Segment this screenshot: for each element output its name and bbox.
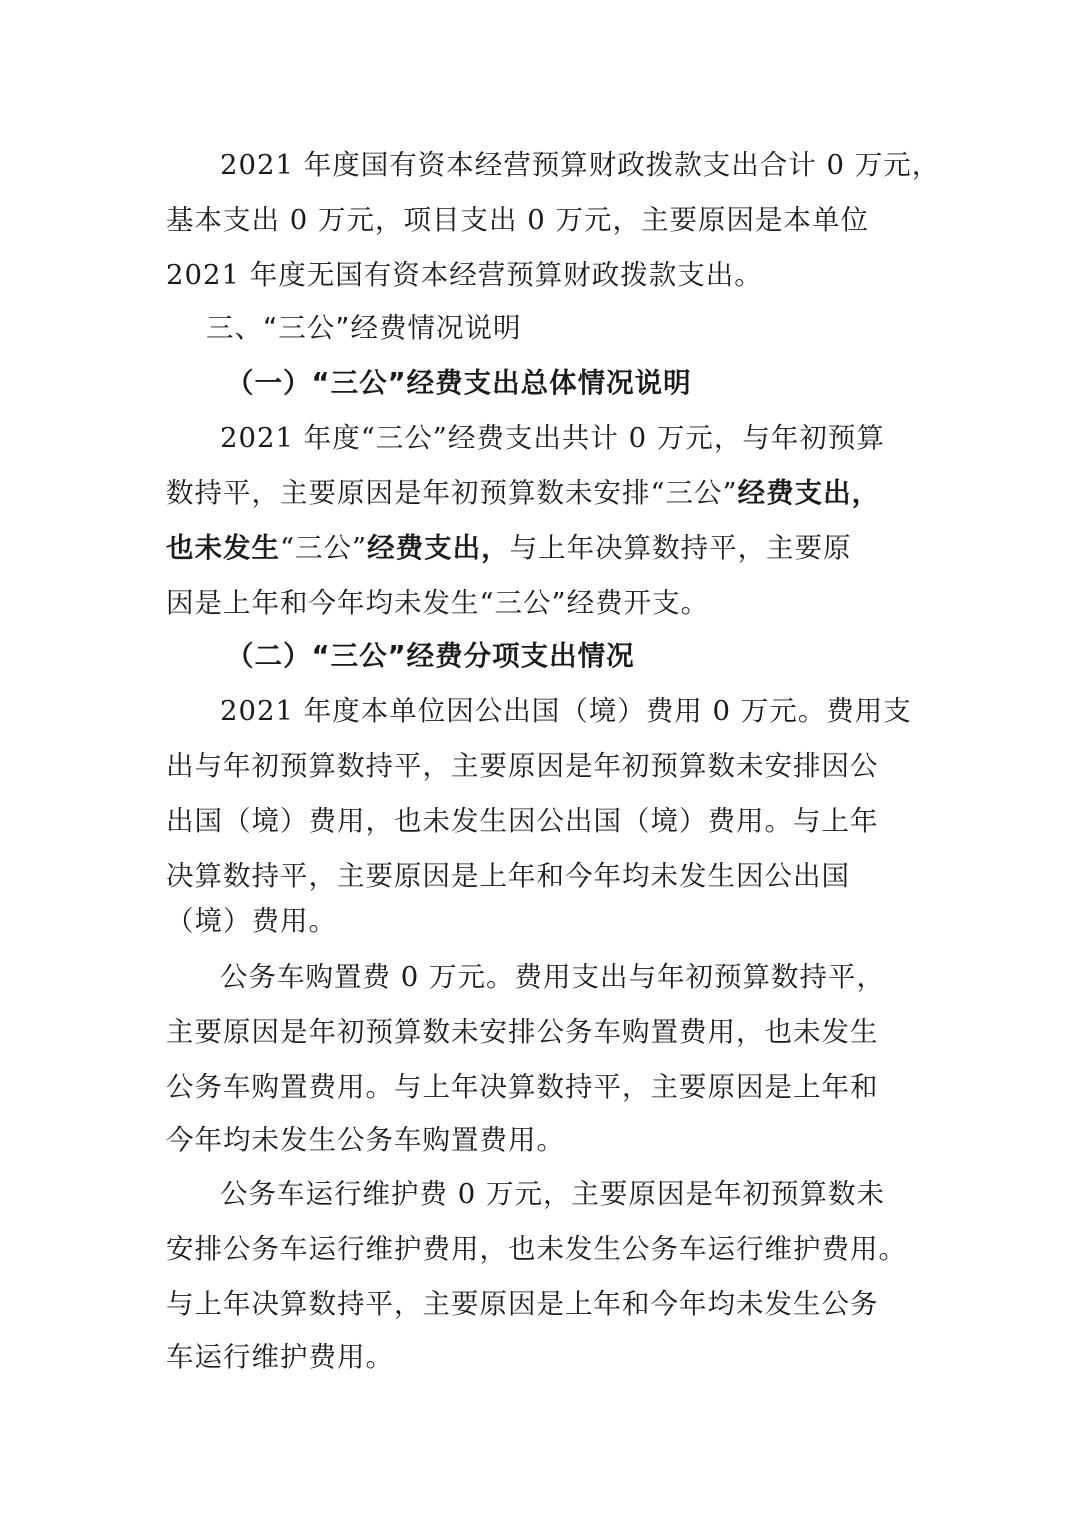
paragraph-line: 2021 年度本单位因公出国（境）费用 0 万元。费用支	[220, 695, 912, 727]
paragraph-line: 主要原因是年初预算数未安排公务车购置费用，也未发生	[166, 1016, 879, 1048]
paragraph-line	[166, 528, 852, 568]
subsection-heading: （一）“三公”经费支出总体情况说明	[226, 367, 692, 399]
bold-text-run: 经费支出，	[737, 477, 881, 509]
paragraph-line: 公务车运行维护费 0 万元，主要原因是年初预算数未	[220, 1178, 885, 1210]
bold-text-run: 经费支出，	[367, 532, 510, 564]
text-run: 与上年决算数持平，主要原	[509, 532, 852, 564]
paragraph-line: 出与年初预算数持平，主要原因是年初预算数未安排因公	[166, 750, 879, 782]
text-run: 数持平，主要原因是年初预算数未安排“三公”	[166, 477, 738, 509]
paragraph-line: 2021 年度无国有资本经营预算财政拨款支出。	[166, 259, 763, 291]
paragraph-line: 公务车购置费 0 万元。费用支出与年初预算数持平，	[220, 961, 885, 993]
paragraph-line: （境）费用。	[166, 905, 337, 937]
paragraph-line: 出国（境）费用，也未发生因公出国（境）费用。与上年	[166, 805, 879, 837]
section-heading: 三、“三公”经费情况说明	[206, 312, 522, 344]
paragraph-line: 2021 年度“三公”经费支出共计 0 万元，与年初预算	[220, 422, 885, 454]
paragraph-line: 决算数持平，主要原因是上年和今年均未发生因公出国	[166, 860, 850, 892]
paragraph-line: 因是上年和今年均未发生“三公”经费开支。	[166, 587, 710, 619]
paragraph-line: 车运行维护费用。	[166, 1341, 394, 1373]
paragraph-line	[166, 473, 880, 513]
subsection-heading: （二）“三公”经费分项支出情况	[226, 640, 635, 672]
paragraph-line: 与上年决算数持平，主要原因是上年和今年均未发生公务	[166, 1288, 879, 1320]
bold-text-run: 也未发生	[166, 532, 280, 564]
paragraph-line: 今年均未发生公务车购置费用。	[166, 1124, 565, 1156]
paragraph-line: 基本支出 0 万元，项目支出 0 万元，主要原因是本单位	[166, 204, 869, 236]
paragraph-line: 2021 年度国有资本经营预算财政拨款支出合计 0 万元，	[220, 149, 941, 181]
text-run: “三公”	[280, 532, 368, 564]
paragraph-line: 安排公务车运行维护费用，也未发生公务车运行维护费用。	[166, 1233, 907, 1265]
paragraph-line: 公务车购置费用。与上年决算数持平，主要原因是上年和	[166, 1071, 879, 1103]
